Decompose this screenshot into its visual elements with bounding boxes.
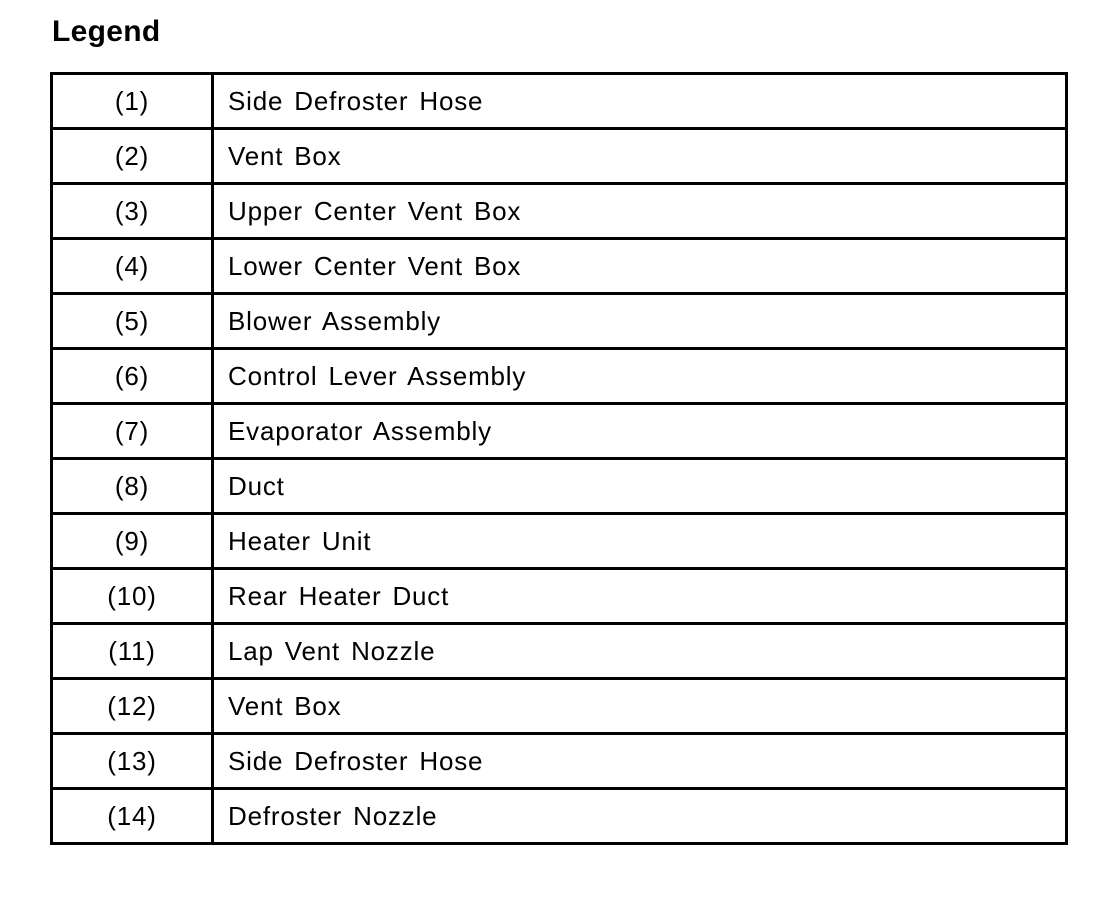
- legend-item-number: (8): [52, 459, 213, 514]
- legend-item-number: (1): [52, 74, 213, 129]
- legend-item-label: Upper Center Vent Box: [213, 184, 1067, 239]
- legend-item-number: (13): [52, 734, 213, 789]
- legend-row: [52, 789, 1067, 844]
- legend-row: [52, 459, 1067, 514]
- legend-row: [52, 569, 1067, 624]
- legend-item-label: Side Defroster Hose: [213, 734, 1067, 789]
- legend-item-number: (5): [52, 294, 213, 349]
- legend-row: [52, 679, 1067, 734]
- legend-item-number: (12): [52, 679, 213, 734]
- legend-item-label: Duct: [213, 459, 1067, 514]
- legend-row: [52, 239, 1067, 294]
- legend-item-number: (4): [52, 239, 213, 294]
- legend-item-label: Defroster Nozzle: [213, 789, 1067, 844]
- legend-row: [52, 734, 1067, 789]
- legend-item-label: Vent Box: [213, 129, 1067, 184]
- legend-row: [52, 184, 1067, 239]
- legend-table-body: [52, 74, 1067, 844]
- legend-item-label: Side Defroster Hose: [213, 74, 1067, 129]
- legend-item-number: (10): [52, 569, 213, 624]
- legend-row: [52, 624, 1067, 679]
- legend-row: [52, 349, 1067, 404]
- legend-item-label: Rear Heater Duct: [213, 569, 1067, 624]
- legend-row: [52, 129, 1067, 184]
- legend-item-number: (14): [52, 789, 213, 844]
- legend-table: [50, 72, 1068, 845]
- legend-item-label: Lower Center Vent Box: [213, 239, 1067, 294]
- legend-item-label: Evaporator Assembly: [213, 404, 1067, 459]
- legend-row: [52, 404, 1067, 459]
- legend-row: [52, 74, 1067, 129]
- legend-item-label: Blower Assembly: [213, 294, 1067, 349]
- legend-item-label: Heater Unit: [213, 514, 1067, 569]
- legend-row: [52, 294, 1067, 349]
- legend-row: [52, 514, 1067, 569]
- legend-item-label: Lap Vent Nozzle: [213, 624, 1067, 679]
- legend-item-number: (11): [52, 624, 213, 679]
- legend-item-number: (3): [52, 184, 213, 239]
- legend-item-number: (6): [52, 349, 213, 404]
- legend-item-number: (2): [52, 129, 213, 184]
- legend-heading: Legend: [52, 15, 161, 48]
- legend-item-number: (7): [52, 404, 213, 459]
- legend-item-label: Vent Box: [213, 679, 1067, 734]
- legend-item-number: (9): [52, 514, 213, 569]
- legend-item-label: Control Lever Assembly: [213, 349, 1067, 404]
